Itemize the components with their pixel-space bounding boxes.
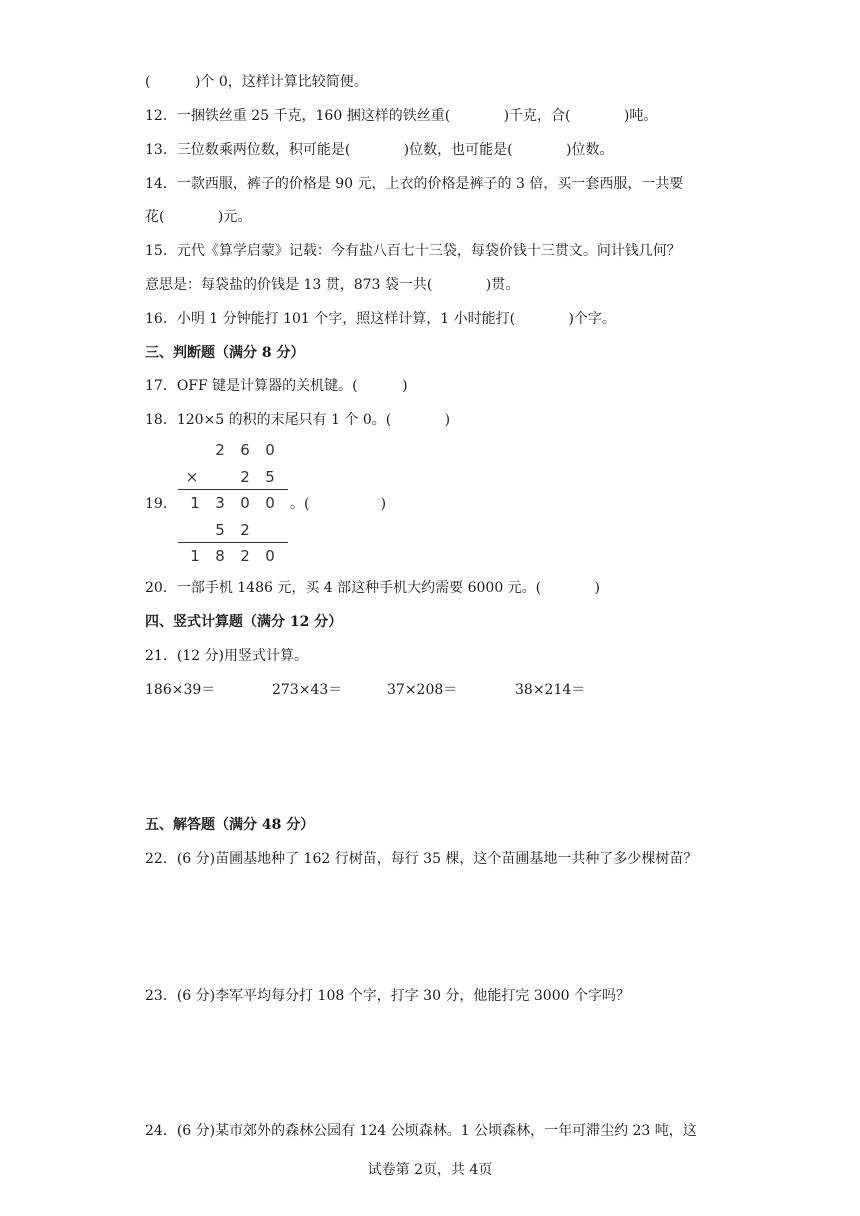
vc-r5-d1: 1 [190, 547, 200, 565]
question-19-label: 19． [145, 496, 177, 512]
question-12: 12．一捆铁丝重 25 千克，160 捆这样的铁丝重( )千克，合( )吨。 [145, 108, 658, 124]
question-19-answer: 。( ) [290, 496, 387, 512]
question-21: 21．(12 分)用竖式计算。 [145, 648, 309, 664]
vc-r3-d2: 3 [215, 494, 225, 512]
vc-r4-d2: 2 [240, 521, 250, 539]
vc-r5-d3: 2 [240, 547, 250, 565]
vc-times-sign: × [185, 468, 199, 486]
question-23: 23．(6 分)李军平均每分打 108 个字，打字 30 分，他能打完 3000 个字吗？ [145, 988, 630, 1004]
vc-r2-ones: 5 [265, 468, 275, 486]
vc-r1-tens: 6 [240, 441, 250, 459]
page-footer: 试卷第 2页，共 4页 [367, 1162, 493, 1178]
question-16: 16．小明 1 分钟能打 101 个字，照这样计算，1 小时能打( )个字。 [145, 311, 616, 327]
vc-rule-2 [178, 542, 288, 543]
vc-r5-d2: 8 [215, 547, 225, 565]
question-15-line1: 15．元代《算学启蒙》记载：今有盐八百七十三袋，每袋价钱十三贯文。问计钱几何？ [145, 243, 681, 259]
vc-r2-tens: 2 [240, 468, 250, 486]
vertical-calculation [178, 440, 293, 570]
calc-item-1: 186×39＝ [145, 682, 216, 698]
question-14-line1: 14．一款西服，裤子的价格是 90 元，上衣的价格是裤子的 3 倍，买一套西服，一共要 [145, 176, 684, 192]
section-4-heading: 四、竖式计算题（满分 12 分） [145, 614, 343, 630]
section-3-heading: 三、判断题（满分 8 分） [145, 345, 305, 361]
section-5-heading: 五、解答题（满分 48 分） [145, 817, 315, 833]
question-24: 24．(6 分)某市郊外的森林公园有 124 公顷森林。1 公顷森林，一年可滞尘约 23 吨，这 [145, 1123, 697, 1139]
vc-r3-d3: 0 [240, 494, 250, 512]
calc-item-2: 273×43＝ [272, 682, 343, 698]
vc-r5-d4: 0 [265, 547, 275, 565]
vc-r1-ones: 0 [265, 441, 275, 459]
question-17: 17．OFF 键是计算器的关机键。( ) [145, 378, 408, 394]
question-13: 13．三位数乘两位数，积可能是( )位数，也可能是( )位数。 [145, 142, 614, 158]
vc-r1-hundreds: 2 [215, 441, 225, 459]
vc-rule-1 [178, 489, 288, 490]
question-22: 22．(6 分)苗圃基地种了 162 行树苗，每行 35 棵，这个苗圃基地一共种了多少棵树苗？ [145, 851, 698, 867]
vc-r4-d1: 5 [215, 521, 225, 539]
question-15-line2: 意思是：每袋盐的价钱是 13 贯，873 袋一共( )贯。 [145, 277, 520, 293]
q11-continuation: ( )个 0，这样计算比较简便。 [145, 74, 368, 90]
question-14-line2: 花( )元。 [145, 209, 252, 225]
question-18: 18．120×5 的积的末尾只有 1 个 0。( ) [145, 412, 451, 428]
vc-r3-d1: 1 [190, 494, 200, 512]
calc-item-3: 37×208＝ [387, 682, 458, 698]
vc-r3-d4: 0 [265, 494, 275, 512]
calc-item-4: 38×214＝ [515, 682, 586, 698]
question-20: 20．一部手机 1486 元，买 4 部这种手机大约需要 6000 元。( ) [145, 580, 601, 596]
